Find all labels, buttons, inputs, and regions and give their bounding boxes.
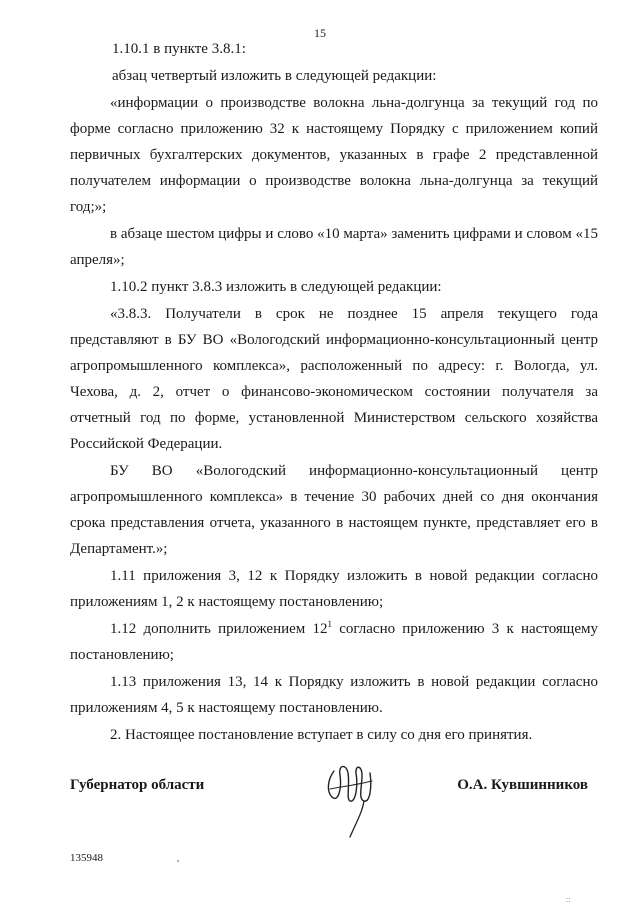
page-number: 15 [314,26,326,40]
paragraph-bu-vo: БУ ВО «Вологодский информационно-консультационный центр агропромышленного комплекса» в течение 30 рабочих дней со дня окончания срока представления отчета, указанного в настоящем пункте, представляет его в Департамент.»; [70,463,598,557]
paragraph-1-11: 1.11 приложения 3, 12 к Порядку изложить в новой редакции согласно приложениям 1, 2 к настоящему постановлению; [70,568,598,610]
paragraph-1-10-2: 1.10.2 пункт 3.8.3 изложить в следующей редакции: [110,279,442,295]
paragraph-quote-info: «информации о производстве волокна льна-долгунца за текущий год по форме согласно приложению 32 к настоящему Порядку с приложением копий первичных бухгалтерских документов, указанных в графе 2 представленной получателем информации о производстве волокна льна-долгунца за текущий год;»; [70,95,598,215]
signatory-name: О.А. Кувшинников [457,777,588,793]
paragraph-1-12-start: 1.12 дополнить приложением 12 [110,621,328,637]
paragraph-1-12-end: согласно приложению 3 к настоящему постановлению; [70,621,599,663]
paragraph-1-10-1: 1.10.1 в пункте 3.8.1: [112,41,246,57]
scan-artifact-dot [177,860,179,862]
signatory-position: Губернатор области [70,777,205,793]
superscript-1: 1 [327,619,332,629]
paragraph-1-13: 1.13 приложения 13, 14 к Порядку изложить в новой редакции согласно приложениям 4, 5 к настоящему постановлению. [70,674,598,716]
paragraph-abzac-6: в абзаце шестом цифры и слово «10 марта» заменить цифрами и словом «15 апреля»; [70,226,598,268]
paragraph-3-8-3: «3.8.3. Получатели в срок не позднее 15 апреля текущего года представляют в БУ ВО «Вологодский информационно-консультационный центр агропромышленного комплекса», расположенный по адресу: г. Вологда, ул. Чехова, д. 2, отчет о финансово-экономическом состоянии получателя за отчетный год по форме, установленной Министерством сельского хозяйства Российской Федерации. [70,306,598,452]
paragraph-1-12 [70,616,598,668]
scan-artifact-mark: :: [566,895,571,904]
document-code: 135948 [70,852,103,864]
paragraph-2: 2. Настоящее постановление вступает в силу со дня его принятия. [110,727,533,743]
handwritten-signature [320,757,390,842]
document-body [70,36,598,749]
paragraph-abzac-4: абзац четвертый изложить в следующей редакции: [112,68,437,84]
